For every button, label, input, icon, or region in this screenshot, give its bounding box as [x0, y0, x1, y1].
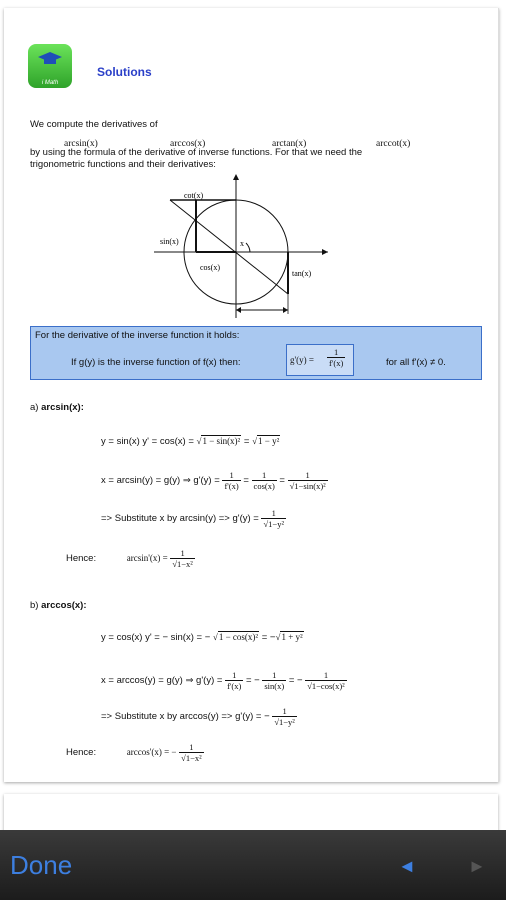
section-b-eq3: => Substitute x by arccos(y) => g'(y) = − $\frac{1}{\text{√1−y²}}$: [101, 706, 295, 727]
formula-lhs: g'(y) =: [290, 355, 314, 365]
section-b-hence: Hence: arccos'(x) = − $\frac{1}{\text{√1−x²}}$: [66, 742, 202, 763]
intro-line2: by using the formula of the derivative of inverse functions. For that we need the: [30, 147, 363, 158]
func-arccos: arccos(x): [170, 139, 206, 149]
formula-frac: $\frac{1}{f'(x)}$: [329, 347, 344, 368]
cos-label: cos(x): [200, 263, 220, 272]
next-arrow-icon[interactable]: ►: [468, 856, 486, 876]
section-a-eq3: => Substitute x by arcsin(y) => g'(y) = $\frac{1}{\text{√1−y²}}$: [101, 508, 284, 529]
inverse-rule-box: [30, 326, 482, 380]
app-logo: [28, 44, 72, 88]
section-b-eq2: x = arccos(y) = g(y) ⇒ g'(y) = $\frac{1}{f'(x)}$ = − $\frac{1}{\sin(x)}$ = − $\frac{1}{\text{√1−cos(x)²}}$: [101, 670, 345, 691]
section-b-heading: b) arccos(x):: [30, 600, 87, 611]
done-button[interactable]: Done: [10, 850, 73, 880]
graduation-cap-icon: [38, 52, 62, 66]
rule-line3: for all f'(x) ≠ 0.: [386, 357, 446, 368]
section-a-eq2: x = arcsin(y) = g(y) ⇒ g'(y) = $\frac{1}{f'(x)}$ = $\frac{1}{\cos(x)}$ = $\frac{1}{\text{√1−sin(x)²}}$: [101, 470, 326, 491]
rule-line1: For the derivative of the inverse function it holds:: [35, 330, 240, 341]
section-a-heading: a) arcsin(x):: [30, 402, 84, 413]
func-arccot: arccot(x): [376, 139, 411, 149]
section-b-eq1: y = cos(x) y' = − sin(x) = − √1 − cos(x)² = −√1 + y²: [101, 632, 303, 643]
section-a-eq1: y = sin(x) y' = cos(x) = √1 − sin(x)² = √1 − y²: [101, 436, 280, 447]
page-title: Solutions: [97, 65, 152, 79]
inverse-formula: [286, 344, 354, 376]
previous-arrow-icon[interactable]: ◄: [398, 856, 416, 876]
sin-label: sin(x): [160, 237, 179, 246]
angle-label: x: [240, 239, 244, 248]
cot-label: cot(x): [184, 191, 204, 200]
func-arctan: arctan(x): [272, 139, 307, 149]
document-page: [4, 8, 499, 782]
tan-label: tan(x): [292, 269, 312, 278]
bottom-toolbar: [0, 830, 506, 900]
intro-line3: trigonometric functions and their derivatives:: [30, 159, 216, 170]
func-arcsin: arcsin(x): [64, 139, 98, 149]
section-a-hence: Hence: arcsin'(x) = $\frac{1}{\text{√1−x²}}$: [66, 548, 193, 569]
unit-circle-diagram: [150, 172, 330, 320]
next-page-preview: [4, 794, 498, 834]
intro-line1: We compute the derivatives of: [30, 119, 158, 130]
logo-label: i Math: [41, 80, 59, 86]
rule-line2: If g(y) is the inverse function of f(x) then:: [71, 357, 241, 368]
